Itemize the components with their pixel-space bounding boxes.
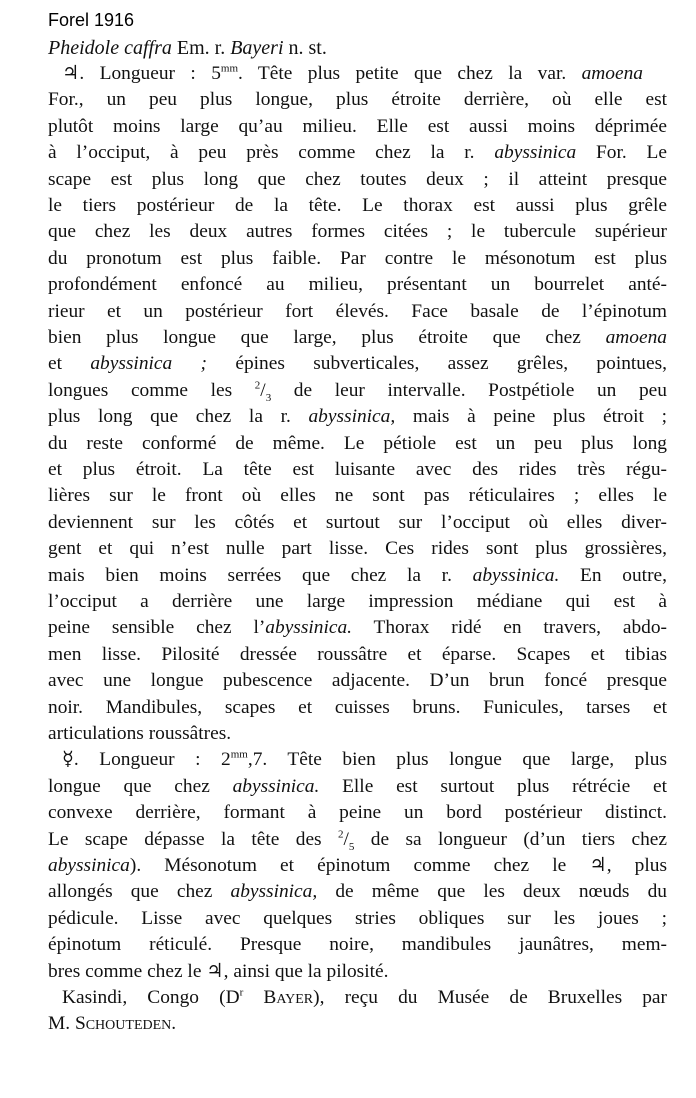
text-run: mais bien moins serrées que chez la r. [48, 564, 473, 586]
text-run: avec une longue pubescence adjacente. D’un brun foncé presque [48, 670, 667, 692]
text-run: ), reçu du Musée de Bruxelles par [313, 987, 667, 1008]
source-label: Forel 1916 [48, 10, 135, 30]
text-run: bres comme chez le ♃, ainsi que la pilosité. [48, 960, 389, 982]
text-line [48, 668, 667, 694]
text-line [48, 457, 667, 483]
text-run: Elle est surtout plus rétrécie et [319, 775, 667, 797]
text-run: En outre, [559, 564, 667, 586]
italic-run: abyssinica [48, 855, 130, 876]
text-run: du pronotum est plus faible. Par contre le mésonotum est plus [48, 247, 667, 269]
text-line [62, 61, 643, 87]
text-line [48, 615, 667, 641]
italic-run: abyssinica [494, 142, 577, 164]
text-line [48, 483, 667, 509]
text-run: / [343, 828, 349, 850]
text-line [48, 827, 667, 853]
text-run: . Tête plus petite que chez la var. [238, 63, 582, 84]
taxon-name: Pheidole caffra [48, 37, 172, 59]
text-run: épinotum réticulé. Presque noire, mandibules jaunâtres, mem- [48, 934, 667, 956]
text-run: noir. Mandibules, scapes et cuisses bruns. Funicules, tarses et [48, 696, 667, 718]
text-line [48, 642, 667, 668]
text-run: men lisse. Pilosité dressée roussâtre et éparse. Scapes et tibias [48, 643, 667, 665]
text-run: Thorax ridé en travers, abdo- [352, 617, 667, 639]
text-run: du reste conformé de même. Le pétiole est un peu plus long [48, 432, 667, 454]
text-line [48, 219, 667, 245]
superscript: 2 [254, 379, 261, 392]
taxon-status: n. st. [283, 37, 327, 59]
text-run: gent et qui n’est nulle part lisse. Ces rides sont plus grossières, [48, 538, 667, 560]
text-run: articulations roussâtres. [48, 723, 232, 744]
text-run: et [48, 353, 91, 375]
italic-run: amoena [581, 63, 643, 84]
text-line [48, 932, 667, 958]
text-run: ). Mésonotum et épinotum comme chez le ♃, plus [129, 855, 667, 876]
text-line [48, 510, 667, 536]
text-line [48, 299, 667, 325]
taxon-race: Bayeri [230, 37, 284, 59]
text-run: de même que les deux nœuds du [317, 881, 667, 903]
text-run: Kasindi, Congo (D [62, 987, 240, 1008]
text-run: épines subverticales, assez grêles, pointues, [207, 353, 667, 375]
italic-run: abyssinica. [232, 775, 320, 797]
text-line [48, 589, 667, 615]
subscript: 3 [265, 391, 272, 404]
text-run: convexe derrière, formant à peine un bord postérieur distinct. [48, 802, 667, 824]
text-line [48, 140, 667, 166]
text-run: plutôt moins large qu’au milieu. Elle est aussi moins déprimée [48, 115, 667, 137]
text-line [48, 906, 667, 932]
text-run: de leur intervalle. Postpétiole un peu [271, 379, 667, 401]
text-line [48, 193, 667, 219]
text-run: ☿. Longueur : 2 [62, 749, 231, 771]
italic-run: abyssinica ; [90, 353, 208, 375]
text-run: à l’occiput, à peu près comme chez la r. [48, 142, 495, 164]
text-line [48, 378, 667, 404]
text-run: longues comme les [48, 379, 255, 401]
text-run: plus long que chez la r. [48, 406, 309, 428]
small-caps-run: Schouteden [74, 1013, 172, 1035]
text-run: mais à peine plus étroit ; [395, 406, 667, 428]
text-run: scape est plus long que chez toutes deux ; il atteint presque [48, 168, 667, 190]
text-run: For., un peu plus longue, plus étroite derrière, où elle est [48, 89, 667, 111]
taxon-title [48, 35, 327, 61]
text-line [48, 325, 667, 351]
text-line [48, 721, 280, 747]
text-run: For. Le [576, 142, 667, 164]
text-run: ♃. Longueur : 5 [62, 63, 221, 84]
text-line [48, 853, 667, 879]
text-line [48, 774, 667, 800]
text-run: M. [48, 1013, 75, 1035]
text-line [62, 747, 667, 773]
text-run: Le scape dépasse la tête des [48, 828, 338, 850]
text-line [48, 272, 667, 298]
text-line [48, 695, 667, 721]
text-run: le tiers postérieur de la tête. Le thorax est aussi plus grêle [48, 195, 667, 216]
text-run: pédicule. Lisse avec quelques stries obliques sur les joues ; [48, 907, 667, 929]
text-run: peine sensible chez l’ [48, 617, 266, 639]
text-run: de sa longueur (d’un tiers chez [354, 828, 667, 850]
subscript: 5 [348, 840, 355, 853]
text-run: l’occiput a derrière une large impression médiane qui est à [48, 591, 667, 612]
text-line [48, 114, 667, 140]
text-line [48, 1011, 205, 1037]
text-line [48, 800, 667, 826]
text-run: lières sur le front où elles ne sont pas réticulaires ; elles le [48, 485, 667, 507]
text-run: . [171, 1013, 177, 1035]
text-run: et plus étroit. La tête est luisante avec des rides très régu- [48, 459, 667, 480]
text-line [48, 536, 667, 562]
text-line [48, 959, 475, 985]
superscript: r [239, 986, 244, 999]
text-run: deviennent sur les côtés et surtout sur l’occiput où elles diver- [48, 511, 667, 533]
italic-run: abyssinica. [472, 564, 560, 586]
small-caps-run: Bayer [263, 987, 314, 1008]
superscript: mm [220, 62, 239, 75]
text-line [48, 431, 667, 457]
text-run: profondément enfoncé au milieu, présentant un bourrelet anté- [48, 274, 667, 296]
text-line [62, 985, 667, 1011]
text-line [48, 87, 667, 113]
text-run [243, 987, 263, 1008]
italic-run: abyssinica, [308, 406, 396, 428]
text-line [48, 246, 667, 272]
text-run: / [260, 379, 266, 401]
text-run: bien plus longue que large, plus étroite que chez [48, 327, 606, 348]
text-line [48, 879, 667, 905]
text-run: allongés que chez [48, 881, 231, 903]
superscript: mm [230, 748, 248, 761]
text-run: rieur et un postérieur fort élevés. Face basale de l’épinotum [48, 300, 667, 322]
italic-run: abyssinica, [230, 881, 318, 903]
text-run: que chez les deux autres formes citées ; le tubercule supérieur [48, 221, 667, 243]
text-line [48, 563, 667, 589]
superscript: 2 [337, 828, 344, 841]
italic-run: abyssinica. [265, 617, 353, 639]
text-line [48, 404, 667, 430]
text-line [48, 167, 667, 193]
text-run: longue que chez [48, 775, 233, 797]
taxon-author: Em. r. [171, 37, 231, 59]
italic-run: amoena [605, 327, 667, 348]
text-line [48, 351, 667, 377]
text-run: ,7. Tête bien plus longue que large, plus [247, 749, 667, 771]
